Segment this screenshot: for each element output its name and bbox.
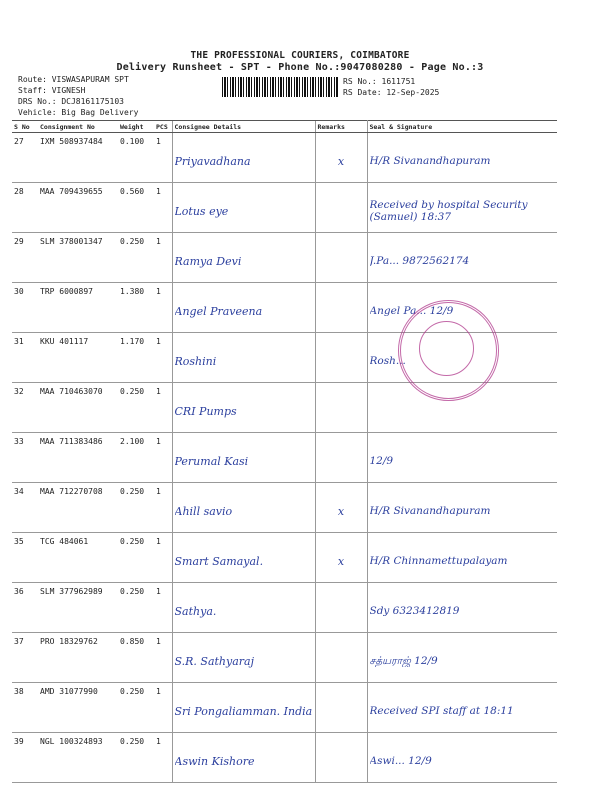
row-remarks xyxy=(315,583,367,633)
row-consignee-handwriting: Sri Pongaliamman. India xyxy=(174,705,313,718)
row-sno: 32 xyxy=(12,383,38,433)
row-consignment-no: MAA 711383486 xyxy=(38,433,118,483)
row-consignment-no: IXM 508937484 xyxy=(38,133,118,183)
row-sno: 29 xyxy=(12,233,38,283)
row-weight: 1.380 xyxy=(118,283,154,333)
col-sno: S No xyxy=(12,121,38,133)
row-weight: 0.250 xyxy=(118,383,154,433)
row-remarks xyxy=(315,233,367,283)
row-remarks xyxy=(315,733,367,783)
row-consignment-no: NGL 100324893 xyxy=(38,733,118,783)
row-weight: 0.100 xyxy=(118,133,154,183)
row-weight: 0.250 xyxy=(118,683,154,733)
row-sno: 35 xyxy=(12,533,38,583)
row-consignee-handwriting: Aswin Kishore xyxy=(174,755,255,768)
row-signature xyxy=(367,233,557,283)
table-header xyxy=(12,121,557,133)
row-signature xyxy=(367,583,557,633)
row-consignee xyxy=(172,633,315,683)
row-signature-handwriting: சத்யராஜ் 12/9 xyxy=(369,654,438,667)
row-consignment-no: MAA 709439655 xyxy=(38,183,118,233)
table-row xyxy=(12,683,557,733)
col-consignment: Consignment No xyxy=(38,121,118,133)
row-consignee xyxy=(172,233,315,283)
seal-inner-ring xyxy=(419,321,474,376)
row-pcs: 1 xyxy=(154,483,172,533)
row-sno: 36 xyxy=(12,583,38,633)
row-sno: 31 xyxy=(12,333,38,383)
row-consignee-handwriting: Perumal Kasi xyxy=(174,455,249,468)
staff-label: Staff: VIGNESH xyxy=(18,86,86,95)
row-sno: 27 xyxy=(12,133,38,183)
row-consignment-no: MAA 710463070 xyxy=(38,383,118,433)
row-pcs: 1 xyxy=(154,183,172,233)
row-sno: 34 xyxy=(12,483,38,533)
row-signature xyxy=(367,433,557,483)
row-signature-handwriting: Aswi... 12/9 xyxy=(369,754,432,767)
row-remarks xyxy=(315,683,367,733)
row-signature xyxy=(367,683,557,733)
row-consignee-handwriting: Roshini xyxy=(174,355,217,368)
row-weight: 0.250 xyxy=(118,533,154,583)
row-remarks xyxy=(315,633,367,683)
row-signature xyxy=(367,633,557,683)
row-signature-handwriting: Received SPI staff at 18:11 xyxy=(369,704,514,717)
row-consignee-handwriting: Ramya Devi xyxy=(174,255,242,268)
row-signature-handwriting: Angel Pa... 12/9 xyxy=(369,304,454,317)
row-pcs: 1 xyxy=(154,383,172,433)
row-consignment-no: MAA 712270708 xyxy=(38,483,118,533)
row-remarks xyxy=(315,433,367,483)
table-row xyxy=(12,733,557,783)
col-weight: Weight xyxy=(118,121,154,133)
row-consignee-handwriting: CRI Pumps xyxy=(174,405,237,418)
row-signature xyxy=(367,533,557,583)
row-signature xyxy=(367,483,557,533)
row-pcs: 1 xyxy=(154,133,172,183)
vehicle-label: Vehicle: Big Bag Delivery xyxy=(18,108,139,117)
row-pcs: 1 xyxy=(154,533,172,583)
row-remarks-handwriting: x xyxy=(337,155,345,168)
col-consignee: Consignee Details xyxy=(172,121,315,133)
row-sno: 39 xyxy=(12,733,38,783)
row-remarks xyxy=(315,183,367,233)
row-weight: 0.560 xyxy=(118,183,154,233)
row-sno: 28 xyxy=(12,183,38,233)
row-weight: 1.170 xyxy=(118,333,154,383)
row-signature-handwriting: Sdy 6323412819 xyxy=(369,604,460,617)
row-sno: 38 xyxy=(12,683,38,733)
row-consignment-no: PRO 18329762 xyxy=(38,633,118,683)
col-remarks: Remarks xyxy=(315,121,367,133)
row-consignee xyxy=(172,433,315,483)
row-weight: 0.250 xyxy=(118,483,154,533)
row-remarks xyxy=(315,133,367,183)
row-consignee xyxy=(172,183,315,233)
row-weight: 0.250 xyxy=(118,733,154,783)
company-title: THE PROFESSIONAL COURIERS, COIMBATORE xyxy=(190,50,410,61)
table-row xyxy=(12,433,557,483)
row-consignee-handwriting: Angel Praveena xyxy=(174,305,263,318)
row-consignment-no: TCG 484061 xyxy=(38,533,118,583)
row-consignment-no: TRP 6000897 xyxy=(38,283,118,333)
row-signature-handwriting: Received by hospital Security (Samuel) 18:37 xyxy=(369,198,528,223)
row-signature xyxy=(367,133,557,183)
row-signature-handwriting: Rosh... xyxy=(369,354,406,367)
col-pcs: PCS xyxy=(154,121,172,133)
row-consignee xyxy=(172,533,315,583)
barcode xyxy=(222,77,338,97)
row-consignee-handwriting: Priyavadhana xyxy=(174,155,251,168)
table-row xyxy=(12,183,557,233)
row-consignee xyxy=(172,283,315,333)
row-sno: 33 xyxy=(12,433,38,483)
row-consignee xyxy=(172,133,315,183)
row-remarks xyxy=(315,533,367,583)
row-pcs: 1 xyxy=(154,433,172,483)
runsheet-subtitle: Delivery Runsheet - SPT - Phone No.:9047080280 - Page No.:3 xyxy=(116,62,484,73)
route-label: Route: VISWASAPURAM SPT xyxy=(18,75,129,84)
row-consignment-no: SLM 377962989 xyxy=(38,583,118,633)
row-consignee xyxy=(172,333,315,383)
row-signature-handwriting: H/R Chinnamettupalayam xyxy=(369,554,508,567)
row-signature-handwriting: J.Pa... 9872562174 xyxy=(369,254,470,267)
row-pcs: 1 xyxy=(154,233,172,283)
row-signature-handwriting: H/R Sivanandhapuram xyxy=(369,154,491,167)
runsheet-table xyxy=(12,120,557,783)
row-pcs: 1 xyxy=(154,583,172,633)
row-sno: 37 xyxy=(12,633,38,683)
row-signature xyxy=(367,733,557,783)
rs-date: RS Date: 12-Sep-2025 xyxy=(343,88,440,97)
row-weight: 0.250 xyxy=(118,233,154,283)
row-consignee xyxy=(172,733,315,783)
drs-number: DRS No.: DCJ8161175103 xyxy=(18,97,124,106)
row-pcs: 1 xyxy=(154,333,172,383)
row-remarks xyxy=(315,333,367,383)
row-pcs: 1 xyxy=(154,683,172,733)
row-signature-handwriting: 12/9 xyxy=(369,454,394,467)
row-remarks xyxy=(315,483,367,533)
row-consignee-handwriting: Sathya. xyxy=(174,605,217,618)
row-consignee xyxy=(172,683,315,733)
row-consignee-handwriting: S.R. Sathyaraj xyxy=(174,655,255,668)
row-remarks xyxy=(315,283,367,333)
company-seal-stamp xyxy=(398,300,499,401)
row-signature xyxy=(367,183,557,233)
row-remarks-handwriting: x xyxy=(337,555,345,568)
row-consignee xyxy=(172,583,315,633)
table-row xyxy=(12,583,557,633)
table-row xyxy=(12,233,557,283)
row-consignee-handwriting: Ahill savio xyxy=(174,505,233,518)
row-remarks xyxy=(315,383,367,433)
row-sno: 30 xyxy=(12,283,38,333)
row-signature-handwriting: H/R Sivanandhapuram xyxy=(369,504,491,517)
row-consignment-no: SLM 378001347 xyxy=(38,233,118,283)
row-consignment-no: KKU 401117 xyxy=(38,333,118,383)
row-pcs: 1 xyxy=(154,733,172,783)
row-consignee-handwriting: Smart Samayal. xyxy=(174,555,264,568)
rs-number: RS No.: 1611751 xyxy=(343,77,416,86)
row-remarks-handwriting: x xyxy=(337,505,345,518)
table-row xyxy=(12,633,557,683)
row-weight: 2.100 xyxy=(118,433,154,483)
col-signature: Seal & Signature xyxy=(367,121,557,133)
row-weight: 0.850 xyxy=(118,633,154,683)
table-row xyxy=(12,533,557,583)
row-weight: 0.250 xyxy=(118,583,154,633)
row-pcs: 1 xyxy=(154,283,172,333)
row-consignee-handwriting: Lotus eye xyxy=(174,205,229,218)
row-consignee xyxy=(172,383,315,433)
table-row xyxy=(12,483,557,533)
table-row xyxy=(12,133,557,183)
row-consignment-no: AMD 31077990 xyxy=(38,683,118,733)
row-pcs: 1 xyxy=(154,633,172,683)
row-consignee xyxy=(172,483,315,533)
